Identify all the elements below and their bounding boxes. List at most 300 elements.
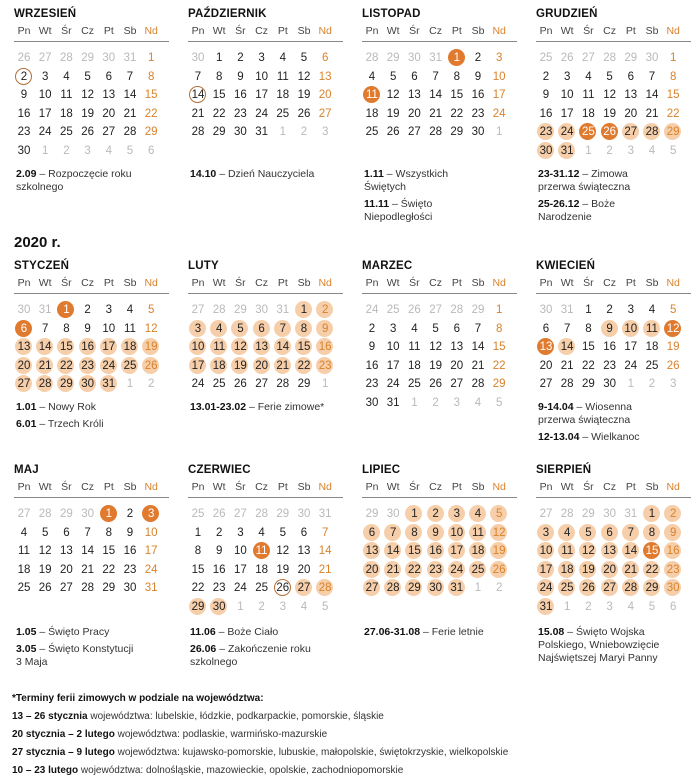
weekday-pt: Pt	[103, 481, 114, 493]
day-cell: 11	[557, 542, 577, 560]
day-cell: 31	[536, 598, 556, 616]
day-cell: 28	[212, 304, 226, 316]
day-cell: 18	[557, 561, 577, 579]
day-cell: 28	[38, 508, 52, 520]
day-cell: 3	[495, 52, 503, 64]
day-cell: 2	[432, 397, 439, 409]
day-cell: 19	[429, 359, 442, 372]
month-name: LUTY	[188, 260, 219, 272]
year-heading: 2020 r.	[14, 234, 61, 251]
day-cell: 2	[648, 378, 656, 391]
day-cell: 6	[669, 601, 677, 613]
day-cell: 21	[383, 561, 403, 579]
day-cell: 27	[318, 107, 332, 120]
day-cell: 12	[429, 341, 442, 354]
day-cell: 18	[120, 338, 140, 356]
weekday-header	[188, 22, 343, 42]
day-cell: 5	[84, 70, 91, 83]
day-cell: 14	[621, 542, 641, 560]
day-cell: 31	[123, 52, 137, 64]
day-cell: 22	[404, 561, 424, 579]
day-cell: 1	[627, 378, 634, 391]
day-cell: 25	[120, 357, 140, 375]
day-cell: 10	[38, 89, 52, 102]
day-cell: 31	[560, 304, 574, 316]
day-cell: 29	[471, 304, 485, 316]
weekday-header	[188, 274, 343, 294]
day-cell: 19	[297, 89, 311, 102]
day-cell: 25	[386, 304, 400, 316]
day-cell: 14	[188, 86, 208, 104]
day-cell: 13	[102, 89, 116, 102]
day-cell: 30	[102, 52, 116, 64]
month-name: CZERWIEC	[188, 464, 251, 476]
day-cell: 1	[41, 145, 49, 157]
weekday-sb: Sb	[645, 277, 659, 289]
day-cell: 24	[447, 561, 467, 579]
day-cell: 3	[279, 601, 286, 613]
day-cell: 12	[603, 89, 616, 102]
weekday-śr: Śr	[61, 25, 72, 37]
day-cell: 4	[20, 526, 28, 539]
note-date: 13.01-23.02	[190, 401, 247, 413]
day-cell: 7	[126, 70, 134, 83]
day-cell: 24	[233, 582, 247, 595]
day-cell: 31	[255, 126, 268, 139]
day-cell: 27	[14, 375, 34, 393]
month-sierpień	[536, 462, 691, 625]
month-wrzesień	[14, 6, 169, 169]
weekday-sb: Sb	[645, 481, 659, 493]
footer-date-range: 10 – 23 lutego	[12, 765, 79, 776]
day-cell: 22	[102, 563, 116, 576]
month-name: LISTOPAD	[362, 8, 421, 20]
weekday-pn: Pn	[191, 481, 205, 493]
day-cell: 25	[557, 579, 577, 597]
day-cell: 2	[315, 301, 335, 319]
day-cell: 29	[59, 508, 73, 520]
day-cell: 1	[279, 126, 286, 139]
day-cell: 12	[276, 545, 290, 558]
day-cell: 20	[407, 107, 421, 120]
day-cell: 4	[279, 52, 286, 64]
day-cell: 29	[144, 126, 158, 139]
day-cell: 14	[318, 545, 332, 558]
day-cell: 8	[194, 545, 202, 558]
weekday-wt: Wt	[38, 481, 52, 493]
weekday-śr: Śr	[235, 277, 246, 289]
day-cell: 1	[321, 378, 329, 391]
day-cell: 28	[603, 52, 616, 64]
day-cell: 27	[102, 126, 116, 139]
day-cell: 31	[144, 582, 158, 595]
weekday-śr: Śr	[409, 277, 420, 289]
weekday-pt: Pt	[451, 25, 462, 37]
day-cell: 22	[492, 359, 506, 372]
day-cell: 27	[255, 378, 268, 391]
day-cell: 8	[495, 322, 503, 335]
day-cell: 4	[474, 397, 482, 409]
day-cell: 6	[362, 524, 382, 542]
day-cell: 22	[642, 561, 662, 579]
day-cell: 23	[471, 107, 485, 120]
day-cell: 28	[621, 579, 641, 597]
weekday-pn: Pn	[539, 25, 553, 37]
day-cell: 5	[41, 526, 49, 539]
day-cell: 12	[144, 322, 158, 335]
day-cell: 28	[560, 508, 574, 520]
winter-holidays-footer	[12, 690, 692, 780]
day-cell: 6	[147, 145, 155, 157]
day-cell: 15	[56, 338, 76, 356]
note-date: 26.06	[190, 643, 217, 655]
day-cell: 4	[585, 70, 592, 83]
day-cell: 10	[447, 524, 467, 542]
day-cell: 9	[426, 524, 446, 542]
day-grid	[536, 49, 691, 169]
day-cell: 24	[492, 107, 506, 120]
day-cell: 3	[563, 70, 571, 83]
day-cell: 26	[81, 126, 94, 139]
day-cell: 27	[450, 378, 464, 391]
weekday-wt: Wt	[386, 277, 400, 289]
day-cell: 26	[38, 582, 52, 595]
day-cell: 25	[365, 126, 379, 139]
weekday-header	[14, 274, 169, 294]
day-cell: 21	[273, 357, 293, 375]
day-cell: 27	[17, 508, 31, 520]
footer-line	[12, 708, 692, 726]
day-cell: 14	[557, 338, 577, 356]
day-cell: 25	[578, 123, 598, 141]
day-cell: 29	[642, 579, 662, 597]
day-cell: 16	[365, 359, 379, 372]
day-cell: 1	[585, 145, 592, 157]
day-cell: 22	[212, 107, 226, 120]
day-cell: 15	[581, 341, 595, 354]
day-cell: 6	[63, 526, 70, 539]
day-cell: 18	[59, 107, 73, 120]
day-cell: 1	[194, 526, 202, 539]
note-text: – Dzień Nauczyciela	[216, 168, 315, 180]
weekday-header	[536, 22, 691, 42]
day-cell: 2	[474, 52, 482, 64]
month-marzec	[362, 258, 517, 421]
day-cell: 11	[362, 86, 382, 104]
day-cell: 13	[407, 89, 421, 102]
day-cell: 10	[188, 338, 208, 356]
day-cell: 12	[230, 338, 250, 356]
weekday-pn: Pn	[191, 277, 205, 289]
day-cell: 1	[404, 505, 424, 523]
weekday-wt: Wt	[386, 25, 400, 37]
day-grid	[362, 505, 517, 625]
weekday-sb: Sb	[297, 481, 311, 493]
day-cell: 8	[63, 322, 70, 335]
month-lipiec	[362, 462, 517, 625]
day-cell: 3	[453, 397, 460, 409]
day-cell: 8	[453, 70, 460, 83]
weekday-pn: Pn	[191, 25, 205, 37]
weekday-nd: Nd	[318, 25, 332, 37]
day-cell: 4	[126, 304, 134, 316]
day-cell: 6	[627, 70, 634, 83]
day-cell: 24	[624, 359, 638, 372]
day-cell: 31	[624, 508, 638, 520]
weekday-sb: Sb	[297, 25, 311, 37]
day-cell: 28	[450, 304, 464, 316]
day-cell: 17	[255, 89, 268, 102]
day-cell: 18	[209, 357, 229, 375]
note-text: – Święto Pracy	[36, 626, 110, 638]
weekday-śr: Śr	[409, 481, 420, 493]
month-styczeń	[14, 258, 169, 421]
day-cell: 3	[447, 505, 467, 523]
day-cell: 31	[447, 579, 467, 597]
day-cell: 15	[102, 545, 116, 558]
day-cell: 11	[252, 542, 272, 560]
day-cell: 28	[560, 378, 574, 391]
weekday-header	[188, 478, 343, 498]
day-cell: 18	[365, 107, 379, 120]
day-cell: 15	[144, 89, 158, 102]
weekday-pn: Pn	[17, 481, 31, 493]
weekday-sb: Sb	[297, 277, 311, 289]
weekday-cz: Cz	[255, 481, 269, 493]
day-cell: 23	[663, 561, 683, 579]
day-cell: 25	[539, 52, 553, 64]
month-name: MAJ	[14, 464, 39, 476]
day-cell: 30	[255, 304, 268, 316]
day-cell: 28	[123, 126, 137, 139]
day-cell: 2	[258, 601, 265, 613]
day-cell: 24	[365, 304, 379, 316]
day-cell: 9	[84, 322, 91, 335]
day-cell: 28	[642, 123, 662, 141]
day-cell: 16	[233, 89, 247, 102]
day-cell: 29	[102, 582, 116, 595]
weekday-cz: Cz	[81, 25, 95, 37]
weekday-cz: Cz	[81, 481, 95, 493]
weekday-sb: Sb	[123, 277, 137, 289]
day-cell: 7	[383, 524, 403, 542]
day-cell: 18	[468, 542, 488, 560]
day-cell: 4	[368, 70, 376, 83]
holiday-note	[538, 431, 663, 444]
weekday-wt: Wt	[212, 25, 226, 37]
day-cell: 2	[495, 582, 503, 595]
day-cell: 26	[386, 126, 400, 139]
day-cell: 14	[81, 545, 94, 558]
day-cell: 27	[600, 579, 620, 597]
day-cell: 31	[386, 397, 400, 409]
holiday-note	[364, 198, 484, 224]
month-czerwiec	[188, 462, 343, 625]
note-date: 1.11	[364, 168, 384, 180]
day-cell: 10	[560, 89, 574, 102]
day-cell: 29	[581, 378, 595, 391]
day-cell: 17	[624, 341, 638, 354]
day-cell: 3	[669, 378, 677, 391]
day-cell: 28	[255, 508, 268, 520]
day-cell: 27	[539, 508, 553, 520]
day-cell: 6	[600, 524, 620, 542]
day-cell: 3	[627, 145, 634, 157]
day-cell: 30	[209, 598, 229, 616]
day-cell: 27	[429, 304, 442, 316]
day-cell: 28	[365, 52, 379, 64]
weekday-header	[14, 478, 169, 498]
weekday-nd: Nd	[492, 277, 506, 289]
day-cell: 10	[102, 322, 116, 335]
day-cell: 13	[362, 542, 382, 560]
day-cell: 9	[663, 524, 683, 542]
day-cell: 22	[294, 357, 314, 375]
day-cell: 24	[255, 107, 268, 120]
day-cell: 5	[432, 322, 439, 335]
note-text: – Wszystkich Świętych	[364, 168, 449, 193]
weekday-pn: Pn	[17, 25, 31, 37]
day-cell: 8	[294, 320, 314, 338]
day-cell: 29	[233, 304, 247, 316]
note-text: – Boże Ciało	[215, 626, 279, 638]
day-cell: 27	[407, 126, 421, 139]
month-grudzień	[536, 6, 691, 169]
holiday-note	[16, 168, 136, 194]
day-cell: 30	[603, 508, 616, 520]
day-cell: 3	[105, 304, 112, 316]
day-cell: 14	[383, 542, 403, 560]
footer-regions: województwa: dolnośląskie, mazowieckie, opolskie, zachodniopomorskie	[78, 765, 404, 776]
day-cell: 5	[300, 52, 308, 64]
footer-heading: *Terminy ferii zimowych w podziale na województwa:	[12, 693, 264, 704]
day-cell: 24	[557, 123, 577, 141]
day-cell: 1	[447, 49, 467, 67]
day-cell: 19	[386, 107, 400, 120]
note-date: 1.01	[16, 401, 37, 413]
weekday-pt: Pt	[277, 277, 288, 289]
day-cell: 4	[411, 322, 418, 335]
day-cell: 23	[17, 126, 31, 139]
day-cell: 3	[237, 526, 244, 539]
holiday-note	[190, 168, 340, 181]
day-cell: 3	[258, 52, 265, 64]
day-cell: 28	[59, 52, 73, 64]
day-cell: 11	[209, 338, 229, 356]
day-cell: 2	[542, 70, 550, 83]
day-cell: 9	[542, 89, 550, 102]
day-cell: 30	[17, 145, 31, 157]
day-cell: 14	[273, 338, 293, 356]
day-cell: 9	[126, 526, 134, 539]
day-cell: 8	[215, 70, 223, 83]
day-cell: 7	[648, 70, 656, 83]
day-cell: 7	[474, 322, 482, 335]
day-cell: 8	[105, 526, 112, 539]
weekday-sb: Sb	[471, 25, 485, 37]
note-date: 25-26.12	[538, 198, 580, 210]
day-cell: 20	[362, 561, 382, 579]
day-cell: 22	[666, 107, 680, 120]
day-cell: 16	[603, 341, 616, 354]
weekday-pn: Pn	[539, 277, 553, 289]
day-cell: 30	[386, 508, 400, 520]
weekday-cz: Cz	[603, 481, 617, 493]
day-cell: 21	[621, 561, 641, 579]
holiday-note	[16, 643, 136, 669]
weekday-pn: Pn	[365, 25, 379, 37]
weekday-header	[536, 274, 691, 294]
day-cell: 2	[237, 52, 244, 64]
day-grid	[188, 49, 343, 169]
day-grid	[362, 301, 517, 421]
day-cell: 10	[536, 542, 556, 560]
weekday-header	[536, 478, 691, 498]
day-cell: 29	[56, 375, 76, 393]
weekday-śr: Śr	[583, 277, 594, 289]
day-cell: 4	[300, 601, 308, 613]
day-cell: 5	[606, 70, 613, 83]
weekday-pt: Pt	[277, 25, 288, 37]
day-cell: 5	[489, 505, 509, 523]
day-cell: 20	[59, 563, 73, 576]
day-cell: 3	[627, 304, 634, 316]
day-cell: 21	[123, 107, 137, 120]
day-cell: 15	[212, 89, 226, 102]
weekday-sb: Sb	[645, 25, 659, 37]
weekday-wt: Wt	[560, 25, 574, 37]
footer-line	[12, 726, 692, 744]
day-cell: 1	[237, 601, 244, 613]
day-cell: 23	[123, 563, 137, 576]
weekday-sb: Sb	[123, 481, 137, 493]
day-cell: 21	[191, 107, 205, 120]
day-cell: 4	[557, 524, 577, 542]
day-cell: 20	[14, 357, 34, 375]
weekday-nd: Nd	[666, 481, 680, 493]
day-cell: 24	[99, 357, 119, 375]
day-cell: 21	[429, 107, 442, 120]
day-cell: 27	[294, 579, 314, 597]
weekday-nd: Nd	[492, 481, 506, 493]
day-cell: 27	[362, 579, 382, 597]
day-cell: 9	[600, 320, 620, 338]
day-cell: 11	[124, 322, 136, 335]
note-text: – Ferie zimowe*	[246, 401, 325, 413]
day-cell: 11	[468, 524, 488, 542]
day-cell: 3	[141, 505, 161, 523]
day-cell: 30	[365, 397, 379, 409]
day-cell: 25	[468, 561, 488, 579]
day-cell: 12	[81, 89, 94, 102]
month-kwiecień	[536, 258, 691, 421]
day-cell: 13	[318, 70, 332, 83]
day-cell: 25	[17, 582, 31, 595]
day-cell: 7	[84, 526, 91, 539]
day-cell: 15	[492, 341, 506, 354]
day-cell: 19	[603, 107, 616, 120]
day-cell: 29	[297, 378, 311, 391]
day-cell: 8	[669, 70, 677, 83]
day-cell: 15	[294, 338, 314, 356]
weekday-sb: Sb	[471, 481, 485, 493]
note-date: 6.01	[16, 418, 37, 430]
holiday-note	[16, 626, 136, 639]
day-cell: 30	[539, 304, 553, 316]
day-cell: 21	[471, 359, 485, 372]
day-cell: 30	[603, 378, 616, 391]
weekday-header	[362, 274, 517, 294]
